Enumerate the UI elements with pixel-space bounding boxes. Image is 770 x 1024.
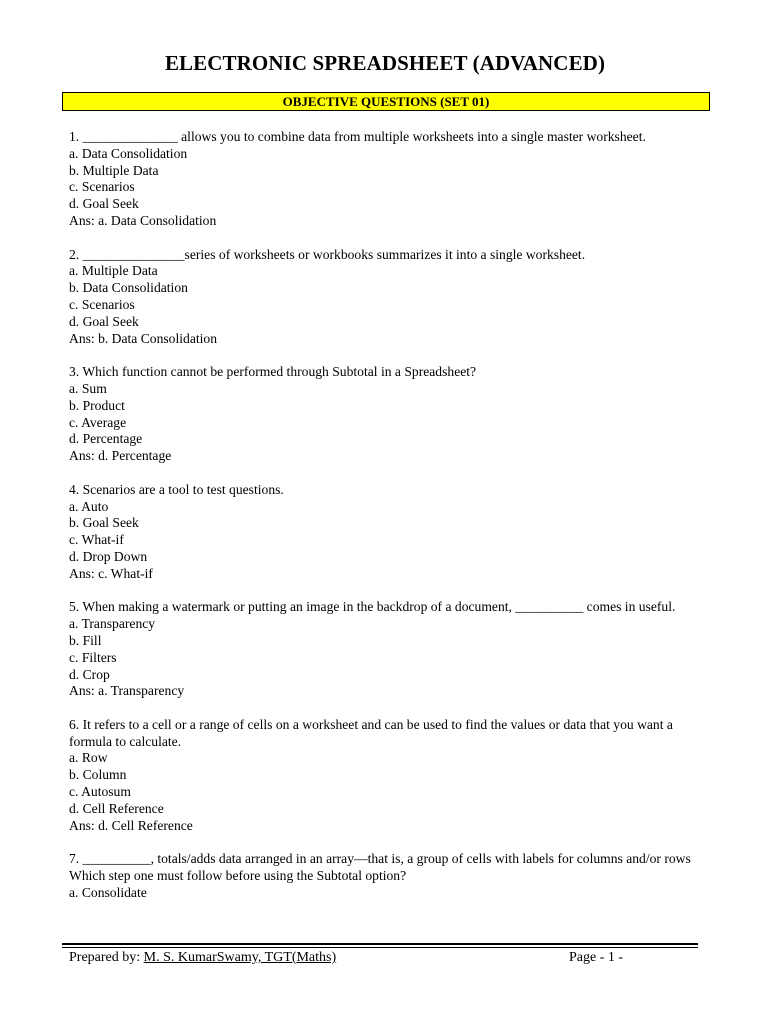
question-stem: 3. Which function cannot be performed through Subtotal in a Spreadsheet? [69, 364, 477, 380]
option-a: a. Row [69, 750, 108, 766]
question-item [69, 129, 709, 230]
question-item [69, 247, 709, 348]
option-a: a. Sum [69, 380, 107, 396]
option-c: c. Filters [69, 649, 117, 665]
answer-line: Ans: a. Transparency [69, 683, 185, 699]
question-stem: 7. __________, totals/adds data arranged in an array—that is, a group of cells with labels for columns and/or rows Which step one must follow before using the Subtotal option? [69, 851, 691, 884]
page-number: Page - 1 - [569, 950, 624, 965]
option-d: d. Cell Reference [69, 800, 164, 816]
option-b: b. Data Consolidation [69, 280, 188, 296]
question-stem: 4. Scenarios are a tool to test questions. [69, 481, 284, 497]
option-c: c. Scenarios [69, 296, 135, 312]
question-stem: 5. When making a watermark or putting an image in the backdrop of a document, __________ comes in useful. [69, 599, 676, 615]
option-c: c. Autosum [69, 784, 131, 800]
option-a: a. Multiple Data [69, 263, 158, 279]
question-stem: 1. ______________ allows you to combine data from multiple worksheets into a single master worksheet. [69, 129, 646, 144]
option-d: d. Goal Seek [69, 313, 139, 329]
question-stem: 6. It refers to a cell or a range of cells on a worksheet and can be used to find the values or data that you want a formula to calculate. [69, 716, 673, 749]
answer-line: Ans: d. Percentage [69, 448, 172, 464]
option-d: d. Goal Seek [69, 196, 139, 212]
option-a: a. Consolidate [69, 884, 147, 900]
answer-line: Ans: a. Data Consolidation [69, 212, 217, 228]
option-b: b. Goal Seek [69, 515, 139, 531]
question-item [69, 717, 709, 835]
option-d: d. Crop [69, 666, 110, 682]
question-list [69, 129, 709, 918]
option-d: d. Drop Down [69, 548, 148, 564]
option-b: b. Multiple Data [69, 162, 159, 178]
option-a: a. Transparency [69, 616, 156, 632]
prepared-by-label: Prepared by: [69, 950, 144, 965]
page-title: ELECTRONIC SPREADSHEET (ADVANCED) [164, 51, 606, 75]
question-item [69, 599, 709, 700]
answer-line: Ans: c. What-if [69, 565, 153, 581]
option-c: c. What-if [69, 532, 124, 548]
answer-line: Ans: b. Data Consolidation [69, 330, 218, 346]
question-stem: 2. _______________series of worksheets or workbooks summarizes it into a single worksheet. [69, 246, 586, 262]
footer-divider [62, 943, 698, 948]
option-d: d. Percentage [69, 431, 143, 447]
option-b: b. Column [69, 767, 127, 783]
question-item [69, 482, 709, 583]
question-item [69, 364, 709, 465]
option-a: a. Data Consolidation [69, 145, 188, 161]
question-item [69, 851, 709, 901]
author-name: M. S. KumarSwamy, TGT(Maths) [143, 950, 337, 965]
option-a: a. Auto [69, 498, 109, 514]
option-b: b. Product [69, 397, 125, 413]
option-c: c. Average [69, 414, 127, 430]
option-c: c. Scenarios [69, 179, 135, 195]
footer-credit [69, 950, 336, 966]
answer-line: Ans: d. Cell Reference [69, 817, 193, 833]
section-banner: OBJECTIVE QUESTIONS (SET 01) [62, 92, 710, 111]
option-b: b. Fill [69, 632, 102, 648]
